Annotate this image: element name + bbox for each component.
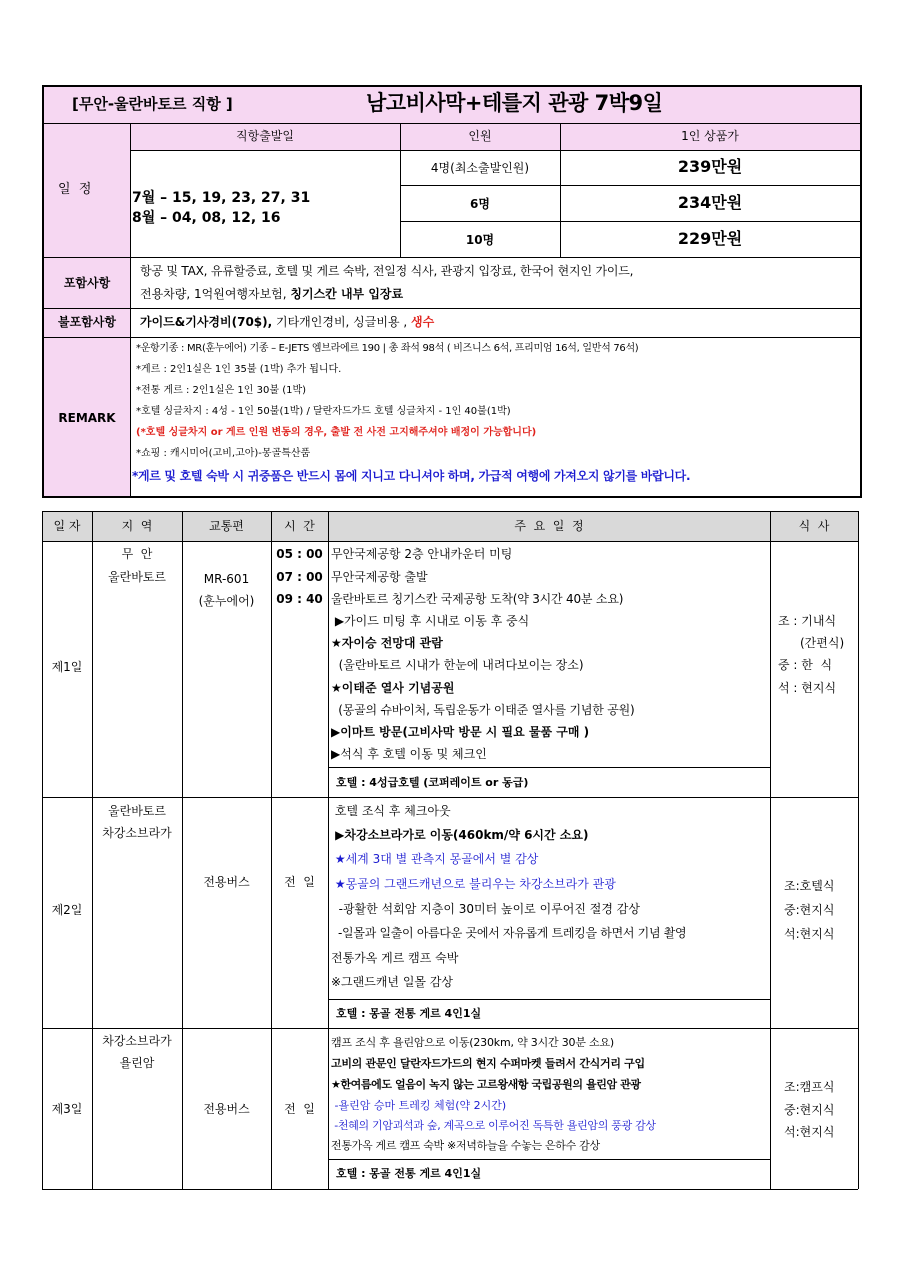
header-schedule: 주 요 일 정 xyxy=(514,519,584,533)
day1-line: ▶석식 후 호텔 이동 및 체크인 xyxy=(331,747,487,761)
excluded-label: 불포함사항 xyxy=(58,315,116,329)
day2-line: ★세계 3대 별 관측지 몽골에서 별 감상 xyxy=(331,852,539,866)
day1-line: ▶가이드 미팅 후 시내로 이동 후 중식 xyxy=(331,614,530,628)
people-header: 인원 xyxy=(468,129,492,143)
day1-time-2: 07 : 00 xyxy=(276,570,323,584)
header-day: 일 자 xyxy=(53,519,81,533)
tour-summary-box xyxy=(42,85,862,498)
day3-breakfast: 조:캠프식 xyxy=(784,1080,835,1094)
day2-lunch: 중:현지식 xyxy=(784,903,835,917)
day3-lunch: 중:현지식 xyxy=(784,1103,835,1117)
day2-line: -광활한 석회암 지층이 30미터 높이로 이루어진 절경 감상 xyxy=(331,902,640,916)
remark-shopping: *쇼핑 : 캐시미어(고비,고아)-몽골특산품 xyxy=(136,448,311,459)
price-option-6: 234만원 xyxy=(677,193,743,212)
day2-line: -일몰과 일출이 아름다운 곳에서 자유롭게 트레킹을 하면서 기념 촬영 xyxy=(331,926,687,940)
remark-valuables-warning: *게르 및 호텔 숙박 시 귀중품은 반드시 몸에 지니고 다니셔야 하며, 가급적 여행에 가져오지 않기를 바랍니다. xyxy=(132,469,691,483)
day2-region-1: 울란바토르 xyxy=(108,804,166,818)
price-option-4: 239만원 xyxy=(677,157,743,176)
route-title: [무안-울란바토르 직항 ] xyxy=(72,95,233,113)
excluded-items: 가이드&기사경비(70$), 기타개인경비, 싱글비용 , 생수 xyxy=(140,315,435,329)
day3-dinner: 석:현지식 xyxy=(784,1125,835,1139)
itinerary-table xyxy=(42,511,858,1190)
remark-notice: (*호텔 싱글차지 or 게르 인원 변동의 경우, 출발 전 사전 고지해주셔야 배정이 가능합니다) xyxy=(136,427,537,438)
schedule-label: 일 정 xyxy=(58,182,92,197)
day1-line: (몽골의 슈바이처, 독립운동가 이태준 열사를 기념한 공원) xyxy=(331,703,635,717)
day2-hotel: 호텔 : 몽골 전통 게르 4인1실 xyxy=(336,1007,482,1020)
included-line-2: 전용차량, 1억원여행자보험, 칭기스칸 내부 입장료 xyxy=(140,287,404,301)
day1-airline: (훈누에어) xyxy=(198,594,255,608)
price-option-10: 229만원 xyxy=(677,229,743,248)
day2-breakfast: 조:호텔식 xyxy=(784,879,835,893)
day1-line: 울란바토르 칭기스칸 국제공항 도착(약 3시간 40분 소요) xyxy=(331,592,624,606)
day3-line: 캠프 조식 후 욜린암으로 이동(230km, 약 3시간 30분 소요) xyxy=(331,1036,614,1049)
people-option-6: 6명 xyxy=(470,197,490,211)
day3-hotel: 호텔 : 몽골 전통 게르 4인1실 xyxy=(336,1167,482,1180)
day1-lunch: 중 : 한 식 xyxy=(778,658,833,672)
day1-hotel: 호텔 : 4성급호텔 (코퍼레이트 or 동급) xyxy=(336,776,529,789)
price-header: 1인 상품가 xyxy=(681,129,739,143)
day2-line: 전통가옥 게르 캠프 숙박 xyxy=(331,951,459,965)
included-line-1: 항공 및 TAX, 유류할증료, 호텔 및 게르 숙박, 전일정 식사, 관광지 입장료, 한국어 현지인 가이드, xyxy=(140,264,634,278)
day2-transport: 전용버스 xyxy=(203,875,250,889)
day1-breakfast: 조 : 기내식 xyxy=(778,614,837,628)
remark-traditional-ger: *전통 게르 : 2인1실은 1인 30불 (1박) xyxy=(136,385,307,396)
day3-region-2: 욜린암 xyxy=(119,1056,155,1070)
remark-ger: *게르 : 2인1실은 1인 35불 (1박) 추가 됩니다. xyxy=(136,364,342,375)
header-time: 시 간 xyxy=(284,519,315,533)
day1-line: (울란바토르 시내가 한눈에 내려다보이는 장소) xyxy=(331,658,584,672)
day3-line: 고비의 관문인 달란자드가드의 현지 수퍼마켓 들려서 간식거리 구입 xyxy=(331,1057,645,1070)
header-region: 지 역 xyxy=(121,519,153,533)
day1-line: 무안국제공항 2층 안내카운터 미팅 xyxy=(331,547,513,561)
departure-header: 직항출발일 xyxy=(236,129,294,143)
day2-line: 호텔 조식 후 체크아웃 xyxy=(331,804,451,818)
day1-region-2: 울란바토르 xyxy=(108,570,166,584)
departure-dates-august: 8월 – 04, 08, 12, 16 xyxy=(132,210,281,226)
label-column xyxy=(44,123,130,496)
day3-line: -욜린암 승마 트레킹 체험(약 2시간) xyxy=(331,1099,507,1112)
remark-label: REMARK xyxy=(58,411,116,425)
included-label: 포함사항 xyxy=(63,276,111,290)
people-option-4: 4명(최소출발인원) xyxy=(430,161,530,175)
people-option-10: 10명 xyxy=(465,233,495,247)
day1-time-3: 09 : 40 xyxy=(276,592,323,606)
day3-line: 전통가옥 게르 캠프 숙박 ※저녁하늘을 수놓는 은하수 감상 xyxy=(331,1139,600,1152)
day1-line: ★자이승 전망대 관람 xyxy=(331,636,443,650)
remark-aircraft: *운항기종 : MR(훈누에어) 기종 – E-JETS 엠브라에르 190 | 총 좌석 98석 ( 비즈니스 6석, 프리미엄 16석, 일반석 76석) xyxy=(136,343,639,354)
day1-region-1: 무 안 xyxy=(121,547,153,561)
day1-line: ▶이마트 방문(고비사막 방문 시 필요 물품 구매 ) xyxy=(331,725,590,739)
day1-time-1: 05 : 00 xyxy=(276,547,323,561)
day2-line: ※그랜드캐년 일몰 감상 xyxy=(331,975,454,989)
day1-dinner: 석 : 현지식 xyxy=(778,681,837,695)
day3-line: ★한여름에도 얼음이 녹지 않는 고르왕새항 국립공원의 욜린암 관광 xyxy=(331,1078,641,1091)
day3-line: -천혜의 기암괴석과 숲, 계곡으로 이루어진 독특한 욜린암의 풍광 감상 xyxy=(331,1119,656,1132)
header-meals: 식 사 xyxy=(798,519,830,533)
day2-dinner: 석:현지식 xyxy=(784,927,835,941)
day2-line: ▶차강소브라가로 이동(460km/약 6시간 소요) xyxy=(331,828,589,842)
day1-line: ★이태준 열사 기념공원 xyxy=(331,681,455,695)
day1-line: 무안국제공항 출발 xyxy=(331,570,428,584)
day3-transport: 전용버스 xyxy=(203,1102,250,1116)
departure-dates-july: 7월 – 15, 19, 23, 27, 31 xyxy=(132,190,311,206)
day2-time: 전 일 xyxy=(284,875,315,889)
day2-label: 제2일 xyxy=(51,903,83,917)
remark-single-charge: *호텔 싱글차지 : 4성 - 1인 50불(1박) / 달란자드가드 호텔 싱글차지 - 1인 40불(1박) xyxy=(136,406,511,417)
day2-region-2: 차강소브라가 xyxy=(102,826,172,840)
day2-line: ★몽골의 그랜드캐년으로 불리우는 차강소브라가 관광 xyxy=(331,877,616,891)
day3-label: 제3일 xyxy=(51,1102,83,1116)
day1-label: 제1일 xyxy=(51,660,83,674)
day3-region-1: 차강소브라가 xyxy=(102,1034,172,1048)
day1-breakfast-note: (간편식) xyxy=(800,636,845,650)
day1-flight: MR-601 xyxy=(203,572,250,586)
tour-title: 남고비사막+테를지 관광 7박9일 xyxy=(366,91,663,115)
day3-time: 전 일 xyxy=(284,1102,315,1116)
header-transport: 교통편 xyxy=(209,519,244,533)
